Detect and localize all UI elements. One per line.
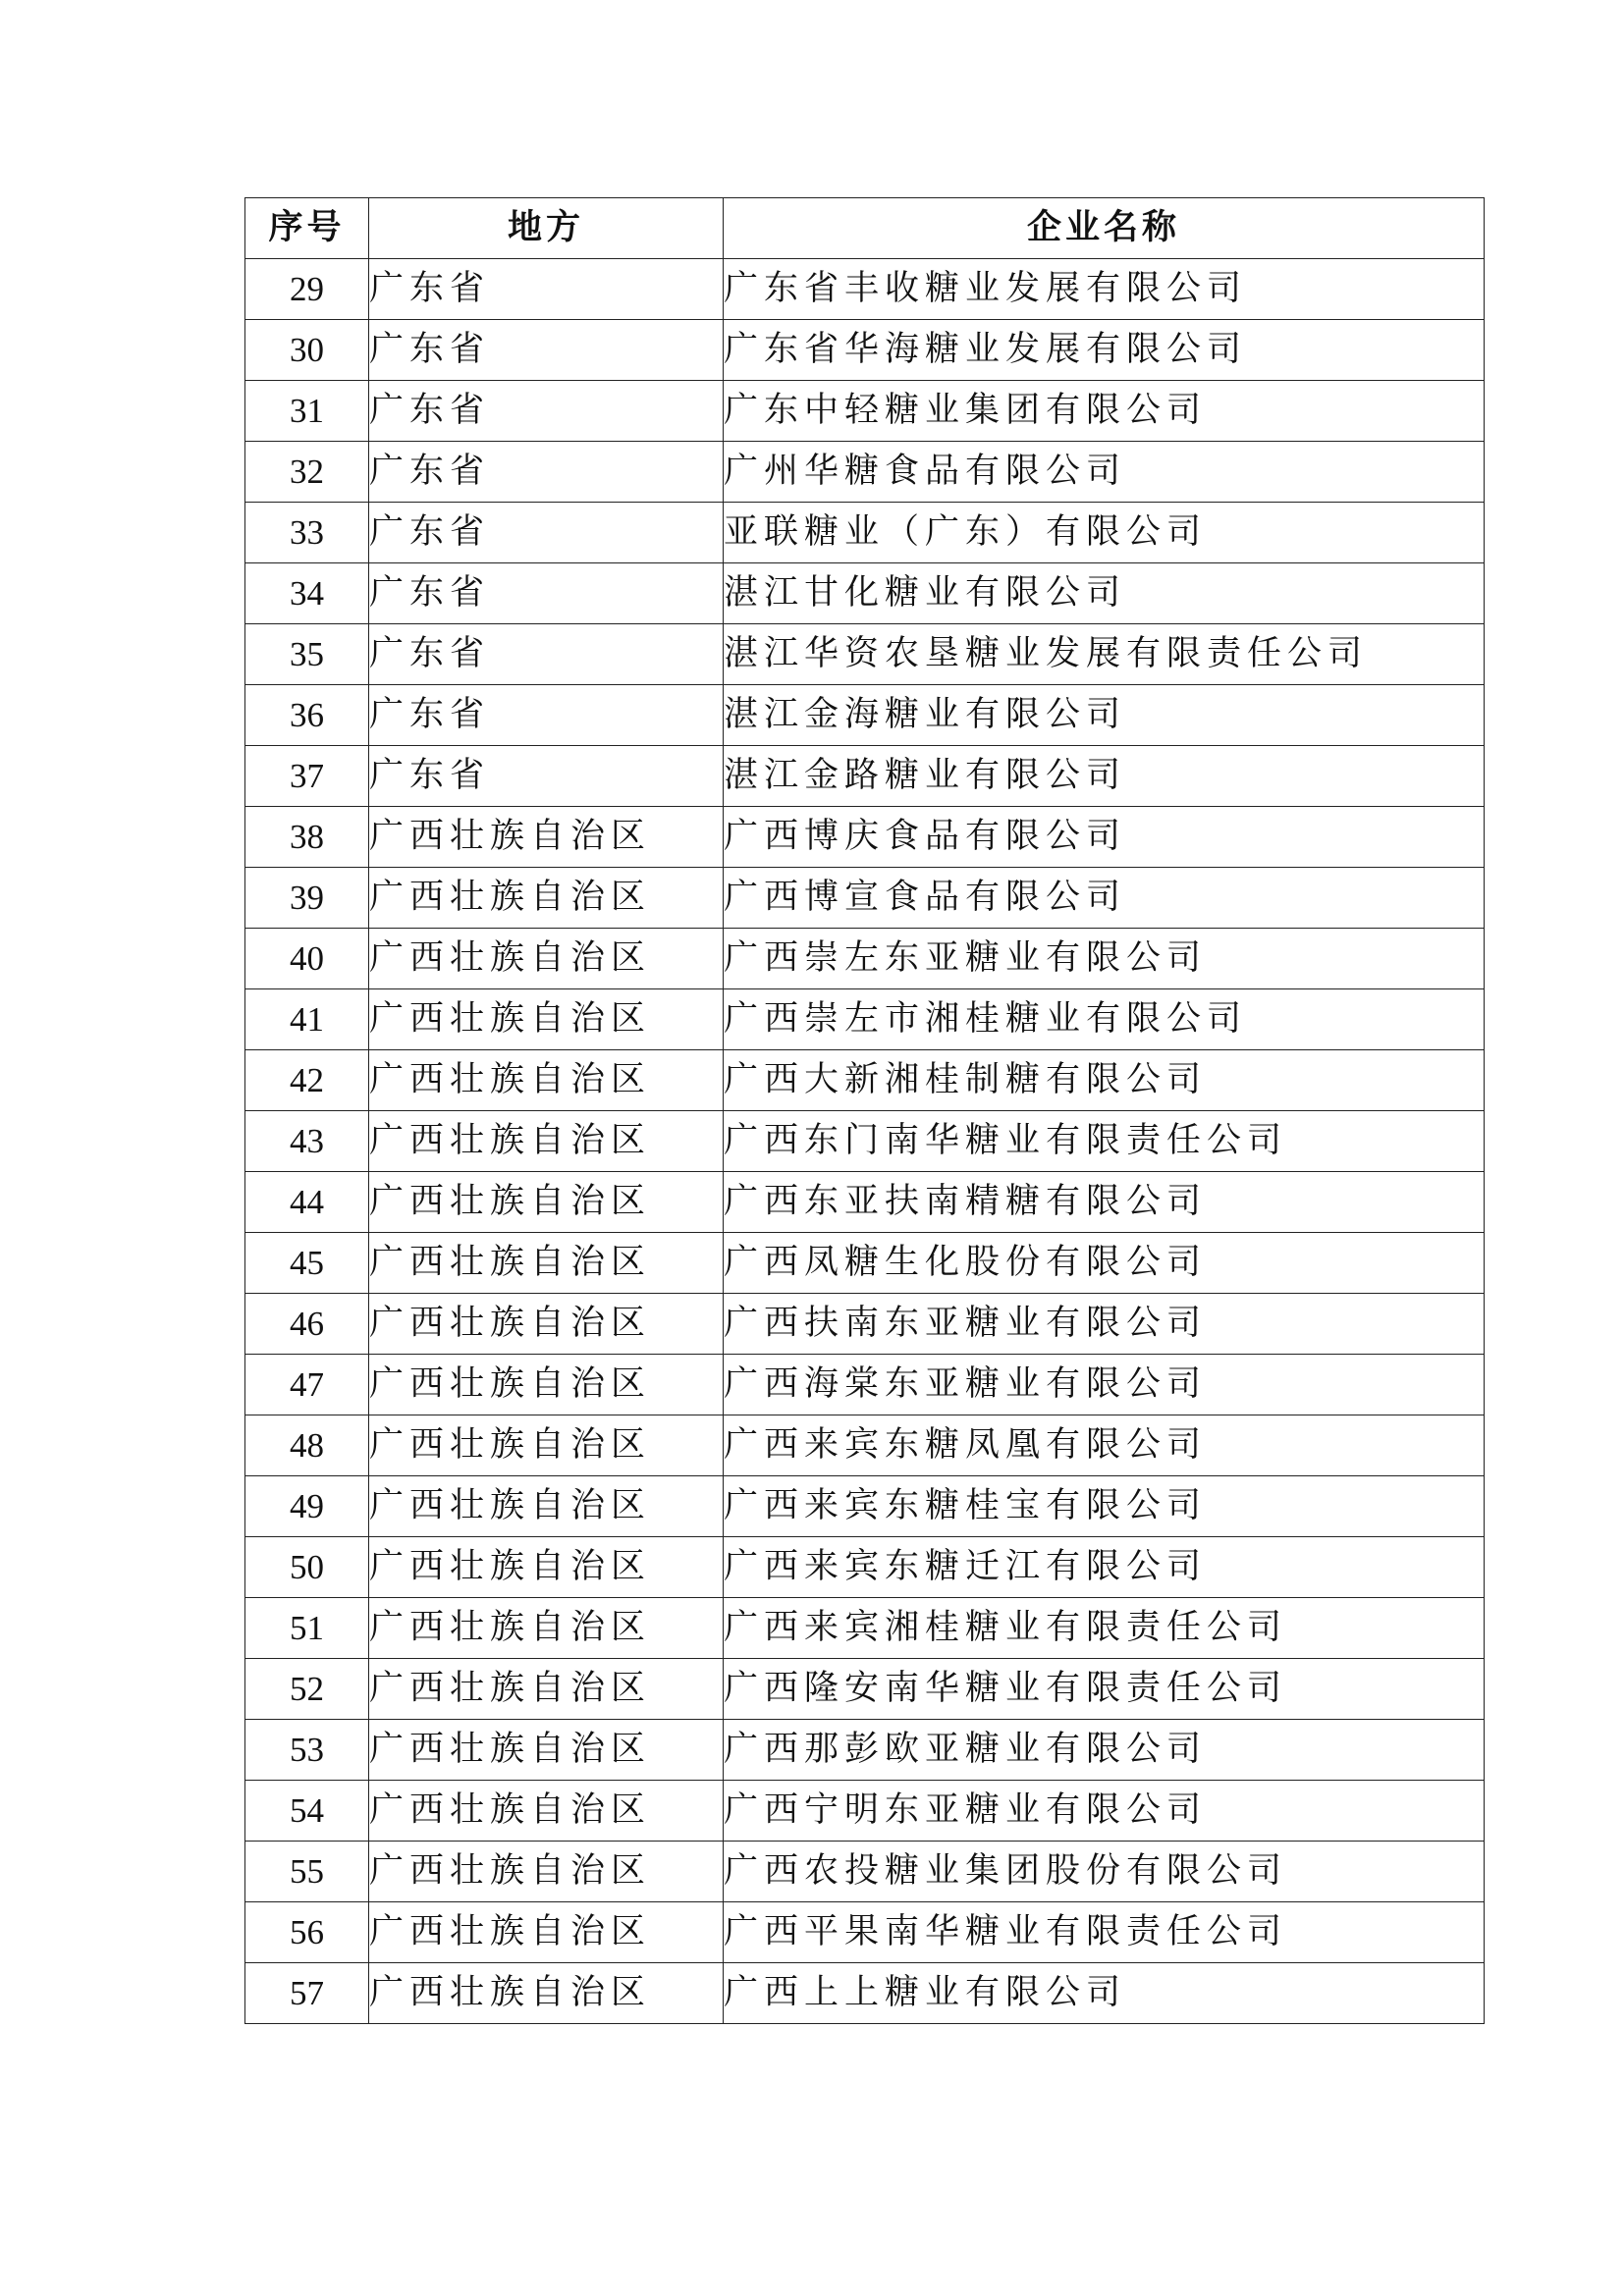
region-cell: 广东省 xyxy=(369,685,724,746)
table-row xyxy=(245,929,1485,989)
region-cell: 广西壮族自治区 xyxy=(369,1415,724,1476)
region-cell: 广西壮族自治区 xyxy=(369,1720,724,1781)
serial-number-cell: 52 xyxy=(245,1659,369,1720)
serial-number-cell: 57 xyxy=(245,1963,369,2024)
header-enterprise-name: 企业名称 xyxy=(724,198,1485,259)
enterprise-name-cell: 广东中轻糖业集团有限公司 xyxy=(724,381,1485,442)
header-serial-number: 序号 xyxy=(245,198,369,259)
enterprise-name-cell: 湛江金路糖业有限公司 xyxy=(724,746,1485,807)
enterprise-name-cell: 广西宁明东亚糖业有限公司 xyxy=(724,1781,1485,1842)
table-row xyxy=(245,442,1485,503)
table-row xyxy=(245,1294,1485,1355)
enterprise-table xyxy=(244,197,1485,2024)
enterprise-name-cell: 广西上上糖业有限公司 xyxy=(724,1963,1485,2024)
table-row xyxy=(245,1050,1485,1111)
enterprise-name-cell: 广西博庆食品有限公司 xyxy=(724,807,1485,868)
table-row xyxy=(245,807,1485,868)
enterprise-name-cell: 广西扶南东亚糖业有限公司 xyxy=(724,1294,1485,1355)
serial-number-cell: 36 xyxy=(245,685,369,746)
serial-number-cell: 53 xyxy=(245,1720,369,1781)
table-row xyxy=(245,1902,1485,1963)
table-row xyxy=(245,1537,1485,1598)
serial-number-cell: 49 xyxy=(245,1476,369,1537)
region-cell: 广西壮族自治区 xyxy=(369,1598,724,1659)
table-body xyxy=(245,259,1485,2024)
enterprise-name-cell: 广西农投糖业集团股份有限公司 xyxy=(724,1842,1485,1902)
enterprise-name-cell: 广东省华海糖业发展有限公司 xyxy=(724,320,1485,381)
table-row xyxy=(245,1720,1485,1781)
table-row xyxy=(245,1659,1485,1720)
enterprise-name-cell: 广西崇左市湘桂糖业有限公司 xyxy=(724,989,1485,1050)
region-cell: 广东省 xyxy=(369,442,724,503)
region-cell: 广东省 xyxy=(369,624,724,685)
region-cell: 广西壮族自治区 xyxy=(369,1355,724,1415)
region-cell: 广西壮族自治区 xyxy=(369,1537,724,1598)
enterprise-name-cell: 湛江华资农垦糖业发展有限责任公司 xyxy=(724,624,1485,685)
region-cell: 广西壮族自治区 xyxy=(369,807,724,868)
region-cell: 广西壮族自治区 xyxy=(369,989,724,1050)
serial-number-cell: 32 xyxy=(245,442,369,503)
serial-number-cell: 50 xyxy=(245,1537,369,1598)
region-cell: 广西壮族自治区 xyxy=(369,1659,724,1720)
table-row xyxy=(245,1111,1485,1172)
region-cell: 广西壮族自治区 xyxy=(369,1781,724,1842)
region-cell: 广东省 xyxy=(369,503,724,563)
region-cell: 广东省 xyxy=(369,563,724,624)
region-cell: 广西壮族自治区 xyxy=(369,1963,724,2024)
enterprise-name-cell: 广西隆安南华糖业有限责任公司 xyxy=(724,1659,1485,1720)
serial-number-cell: 30 xyxy=(245,320,369,381)
serial-number-cell: 40 xyxy=(245,929,369,989)
serial-number-cell: 48 xyxy=(245,1415,369,1476)
serial-number-cell: 56 xyxy=(245,1902,369,1963)
serial-number-cell: 35 xyxy=(245,624,369,685)
serial-number-cell: 37 xyxy=(245,746,369,807)
region-cell: 广西壮族自治区 xyxy=(369,1050,724,1111)
enterprise-name-cell: 广西来宾东糖凤凰有限公司 xyxy=(724,1415,1485,1476)
table-row xyxy=(245,1781,1485,1842)
enterprise-name-cell: 广西东亚扶南精糖有限公司 xyxy=(724,1172,1485,1233)
serial-number-cell: 41 xyxy=(245,989,369,1050)
table-row xyxy=(245,1172,1485,1233)
serial-number-cell: 29 xyxy=(245,259,369,320)
region-cell: 广西壮族自治区 xyxy=(369,1902,724,1963)
enterprise-name-cell: 广西海棠东亚糖业有限公司 xyxy=(724,1355,1485,1415)
header-region: 地方 xyxy=(369,198,724,259)
region-cell: 广西壮族自治区 xyxy=(369,868,724,929)
table-row xyxy=(245,1598,1485,1659)
serial-number-cell: 39 xyxy=(245,868,369,929)
region-cell: 广东省 xyxy=(369,259,724,320)
enterprise-name-cell: 广西东门南华糖业有限责任公司 xyxy=(724,1111,1485,1172)
enterprise-name-cell: 湛江甘化糖业有限公司 xyxy=(724,563,1485,624)
enterprise-name-cell: 湛江金海糖业有限公司 xyxy=(724,685,1485,746)
region-cell: 广西壮族自治区 xyxy=(369,1233,724,1294)
serial-number-cell: 45 xyxy=(245,1233,369,1294)
enterprise-name-cell: 广西来宾东糖迁江有限公司 xyxy=(724,1537,1485,1598)
serial-number-cell: 38 xyxy=(245,807,369,868)
enterprise-name-cell: 广西来宾湘桂糖业有限责任公司 xyxy=(724,1598,1485,1659)
serial-number-cell: 54 xyxy=(245,1781,369,1842)
enterprise-name-cell: 广州华糖食品有限公司 xyxy=(724,442,1485,503)
region-cell: 广东省 xyxy=(369,746,724,807)
region-cell: 广西壮族自治区 xyxy=(369,1842,724,1902)
serial-number-cell: 43 xyxy=(245,1111,369,1172)
serial-number-cell: 51 xyxy=(245,1598,369,1659)
enterprise-name-cell: 亚联糖业（广东）有限公司 xyxy=(724,503,1485,563)
table-row xyxy=(245,1233,1485,1294)
table-row xyxy=(245,1963,1485,2024)
region-cell: 广西壮族自治区 xyxy=(369,1294,724,1355)
region-cell: 广西壮族自治区 xyxy=(369,929,724,989)
enterprise-name-cell: 广西那彭欧亚糖业有限公司 xyxy=(724,1720,1485,1781)
enterprise-name-cell: 广西博宣食品有限公司 xyxy=(724,868,1485,929)
table-row xyxy=(245,989,1485,1050)
serial-number-cell: 46 xyxy=(245,1294,369,1355)
region-cell: 广西壮族自治区 xyxy=(369,1172,724,1233)
table-row xyxy=(245,746,1485,807)
serial-number-cell: 31 xyxy=(245,381,369,442)
enterprise-name-cell: 广西平果南华糖业有限责任公司 xyxy=(724,1902,1485,1963)
table-row xyxy=(245,1842,1485,1902)
serial-number-cell: 34 xyxy=(245,563,369,624)
table-row xyxy=(245,381,1485,442)
table-row xyxy=(245,868,1485,929)
table-row xyxy=(245,503,1485,563)
header-row xyxy=(245,198,1485,259)
table-row xyxy=(245,624,1485,685)
enterprise-name-cell: 广西凤糖生化股份有限公司 xyxy=(724,1233,1485,1294)
table-row xyxy=(245,1355,1485,1415)
region-cell: 广东省 xyxy=(369,381,724,442)
table-row xyxy=(245,563,1485,624)
enterprise-name-cell: 广东省丰收糖业发展有限公司 xyxy=(724,259,1485,320)
serial-number-cell: 33 xyxy=(245,503,369,563)
enterprise-name-cell: 广西大新湘桂制糖有限公司 xyxy=(724,1050,1485,1111)
serial-number-cell: 55 xyxy=(245,1842,369,1902)
table-header xyxy=(245,198,1485,259)
serial-number-cell: 42 xyxy=(245,1050,369,1111)
enterprise-name-cell: 广西崇左东亚糖业有限公司 xyxy=(724,929,1485,989)
enterprise-name-cell: 广西来宾东糖桂宝有限公司 xyxy=(724,1476,1485,1537)
table-row xyxy=(245,1476,1485,1537)
table-row xyxy=(245,259,1485,320)
table-row xyxy=(245,685,1485,746)
region-cell: 广西壮族自治区 xyxy=(369,1476,724,1537)
serial-number-cell: 47 xyxy=(245,1355,369,1415)
serial-number-cell: 44 xyxy=(245,1172,369,1233)
table-row xyxy=(245,1415,1485,1476)
table-row xyxy=(245,320,1485,381)
region-cell: 广西壮族自治区 xyxy=(369,1111,724,1172)
region-cell: 广东省 xyxy=(369,320,724,381)
